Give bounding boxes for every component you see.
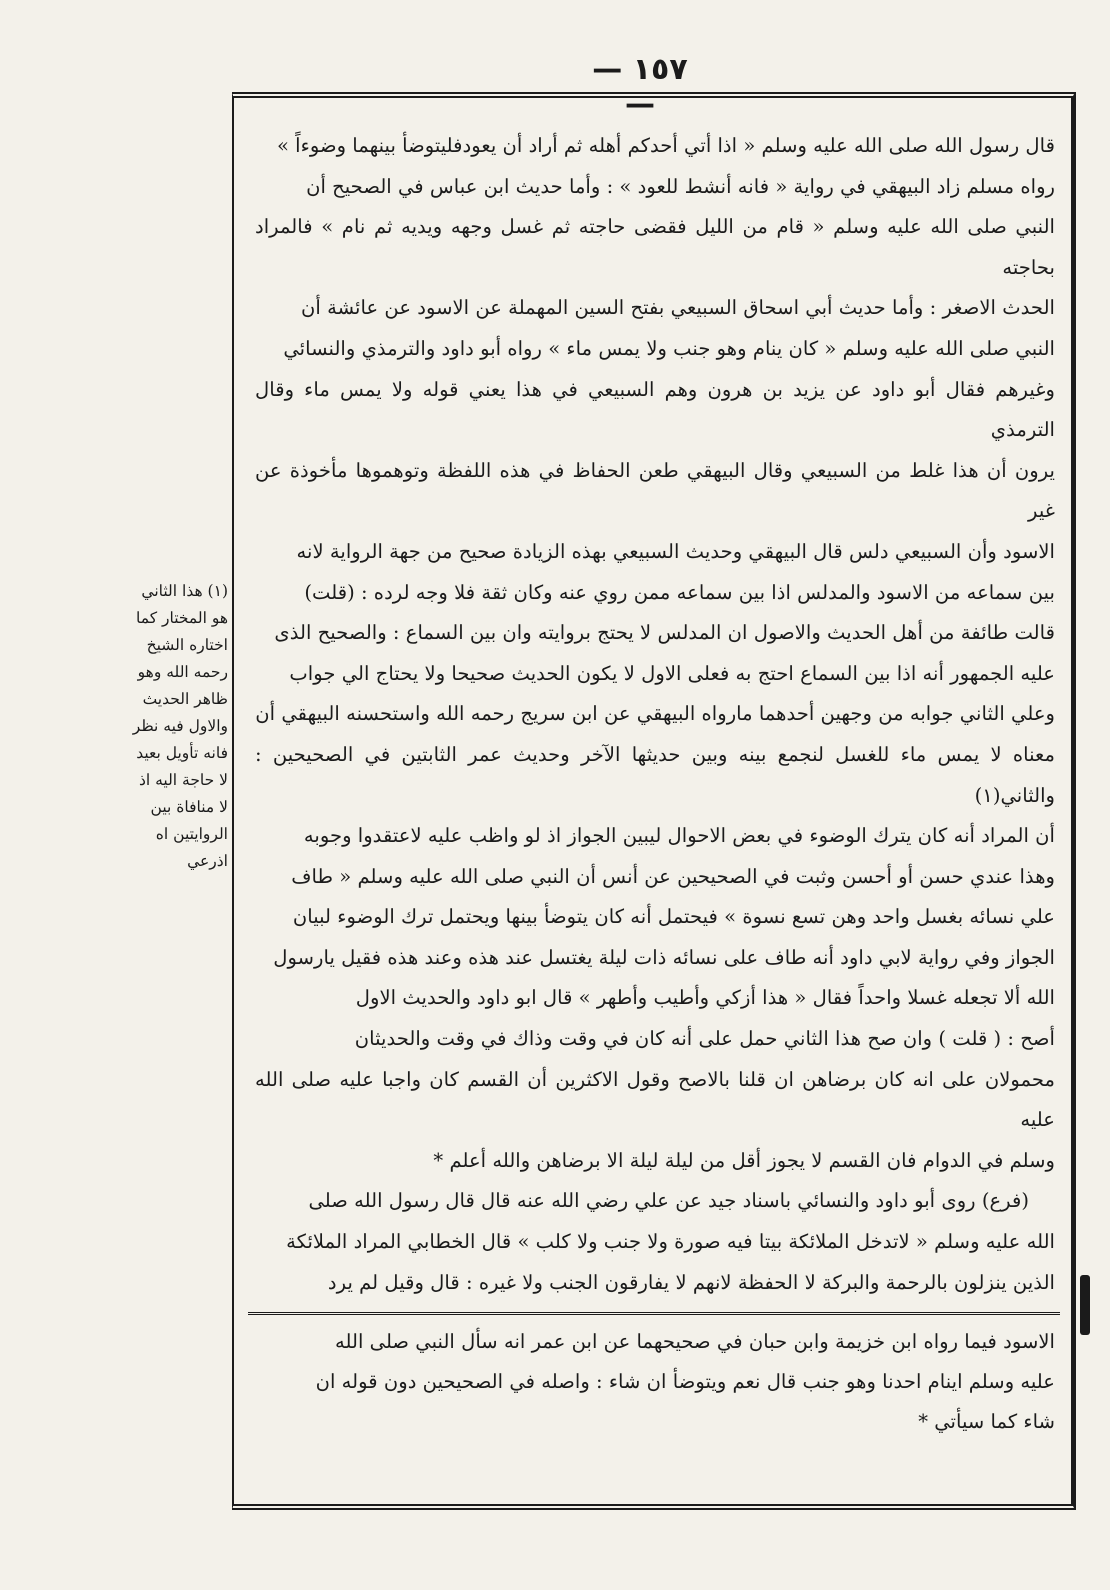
text-line: الجواز وفي رواية لابي داود أنه طاف على نسائه ذات ليلة يغتسل عند هذه وعند هذه فقيل يارسول xyxy=(273,945,1055,969)
margin-note-line: الروايتين اه xyxy=(155,825,228,843)
margin-note-line: (١) هذا الثاني xyxy=(141,582,228,600)
text-line: الله ألا تجعله غسلا واحداً فقال « هذا أزكي وأطيب وأطهر » قال ابو داود والحديث الاول xyxy=(355,986,1055,1010)
text-line: أصح : ( قلت ) وان صح هذا الثاني حمل على أنه كان في وقت وذاك في وقت والحديثان xyxy=(354,1027,1055,1051)
text-line: قالت طائفة من أهل الحديث والاصول ان المدلس لا يحتج بروايته وان بين السماع : والصحيح الذى xyxy=(274,621,1055,645)
text-line: يرون أن هذا غلط من السبيعي وقال البيهقي طعن الحفاظ في هذه اللفظة وتوهموها مأخوذة عن غير xyxy=(255,458,1055,523)
text-line: وعلي الثاني جوابه من وجهين أحدهما مارواه البيهقي عن ابن سريج رحمه الله واستحسنه البيهقي أن xyxy=(255,702,1055,726)
footnote-line: شاء كما سيأتي * xyxy=(918,1410,1055,1433)
footnote-line: عليه وسلم اينام احدنا وهو جنب قال نعم ويتوضأ ان شاء : واصله في الصحيحين دون قوله ان xyxy=(315,1370,1055,1393)
margin-note-line: هو المختار كما xyxy=(136,609,228,627)
text-line: النبي صلى الله عليه وسلم « كان ينام وهو جنب ولا يمس ماء » رواه أبو داود والترمذي والنسائي xyxy=(283,336,1055,360)
margin-note-line: لا حاجة اليه اذ xyxy=(138,771,228,789)
margin-note-line: والاول فيه نظر xyxy=(132,717,228,735)
text-line: معناه لا يمس ماء للغسل لنجمع بينه وبين حديثها الآخر وحديث عمر الثابتين في الصحيحين : والثاني(١) xyxy=(255,742,1055,807)
text-line: الحدث الاصغر : وأما حديث أبي اسحاق السبيعي بفتح السين المهملة عن الاسود عن عائشة أن xyxy=(301,296,1055,320)
footnote-line: الاسود فيما رواه ابن خزيمة وابن حبان في صحيحهما عن ابن عمر انه سأل النبي صلى الله xyxy=(334,1330,1055,1353)
page-number: — ١٥٧ — xyxy=(592,52,688,122)
footnote-block xyxy=(255,1322,1055,1442)
margin-note-line: لا منافاة بين xyxy=(150,798,228,816)
text-line: النبي صلى الله عليه وسلم « قام من الليل فقضى حاجته ثم غسل وجهه ويديه ثم نام » فالمراد بحاجته xyxy=(255,215,1055,279)
text-line: رواه مسلم زاد البيهقي في رواية « فانه أنشط للعود » : وأما حديث ابن عباس في الصحيح أن xyxy=(306,174,1055,198)
text-line: عليه الجمهور أنه اذا بين السماع احتج به فعلى الاول لا يكون الحديث صحيحا ولا يحتاج الي جواب xyxy=(289,661,1055,685)
text-line: بين سماعه من الاسود والمدلس اذا بين سماعه ممن روي عنه وكان ثقة فلا وجه لرده : (قلت) xyxy=(304,580,1055,604)
margin-note-line: فانه تأويل بعيد xyxy=(136,744,228,762)
margin-note xyxy=(94,578,228,875)
text-line: أن المراد أنه كان يترك الوضوء في بعض الاحوال ليبين الجواز اذ لو واظب عليه لاعتقدوا وجوبه xyxy=(303,824,1055,848)
text-line: الله عليه وسلم « لاتدخل الملائكة بيتا فيه صورة ولا جنب ولا كلب » قال الخطابي المراد الملائكة xyxy=(286,1230,1055,1254)
main-text-block xyxy=(255,126,1055,1303)
text-line: الاسود وأن السبيعي دلس قال البيهقي وحديث السبيعي بهذه الزيادة صحيح من جهة الرواية لانه xyxy=(296,539,1055,563)
text-line: قال رسول الله صلى الله عليه وسلم « اذا أتي أحدكم أهله ثم أراد أن يعودفليتوضأ بينهما وضوءاً » xyxy=(276,134,1055,157)
margin-note-line: اختاره الشيخ xyxy=(146,636,228,654)
footnote-separator xyxy=(248,1312,1060,1315)
scan-mark xyxy=(1080,1275,1090,1335)
text-line: وهذا عندي حسن أو أحسن وثبت في الصحيحين عن أنس أن النبي صلى الله عليه وسلم « طاف xyxy=(291,864,1055,888)
text-line: محمولان على انه كان برضاهن ان قلنا بالاصح وقول الاكثرين أن القسم كان واجبا عليه صلى الله عليه xyxy=(255,1067,1055,1132)
text-line: (فرع) روى أبو داود والنسائي باسناد جيد عن علي رضي الله عنه قال قال رسول الله صلى xyxy=(308,1189,1029,1213)
text-line: علي نسائه بغسل واحد وهن تسع نسوة » فيحتمل أنه كان يتوضأ بينها ويحتمل ترك الوضوء لبيان xyxy=(292,905,1055,929)
text-line: وسلم في الدوام فان القسم لا يجوز أقل من ليلة ليلة الا برضاهن والله أعلم * xyxy=(433,1148,1055,1172)
margin-note-line: ظاهر الحديث xyxy=(142,690,228,708)
text-line: الذين ينزلون بالرحمة والبركة لا الحفظة لانهم لا يفارقون الجنب ولا غيره : قال وقيل لم يرد xyxy=(327,1270,1055,1294)
margin-note-line: اذرعي xyxy=(187,852,228,870)
margin-note-line: رحمه الله وهو xyxy=(137,663,228,681)
text-line: وغيرهم فقال أبو داود عن يزيد بن هرون وهم السبيعي في هذا يعني قوله ولا يمس ماء وقال الترمذي xyxy=(255,377,1055,442)
